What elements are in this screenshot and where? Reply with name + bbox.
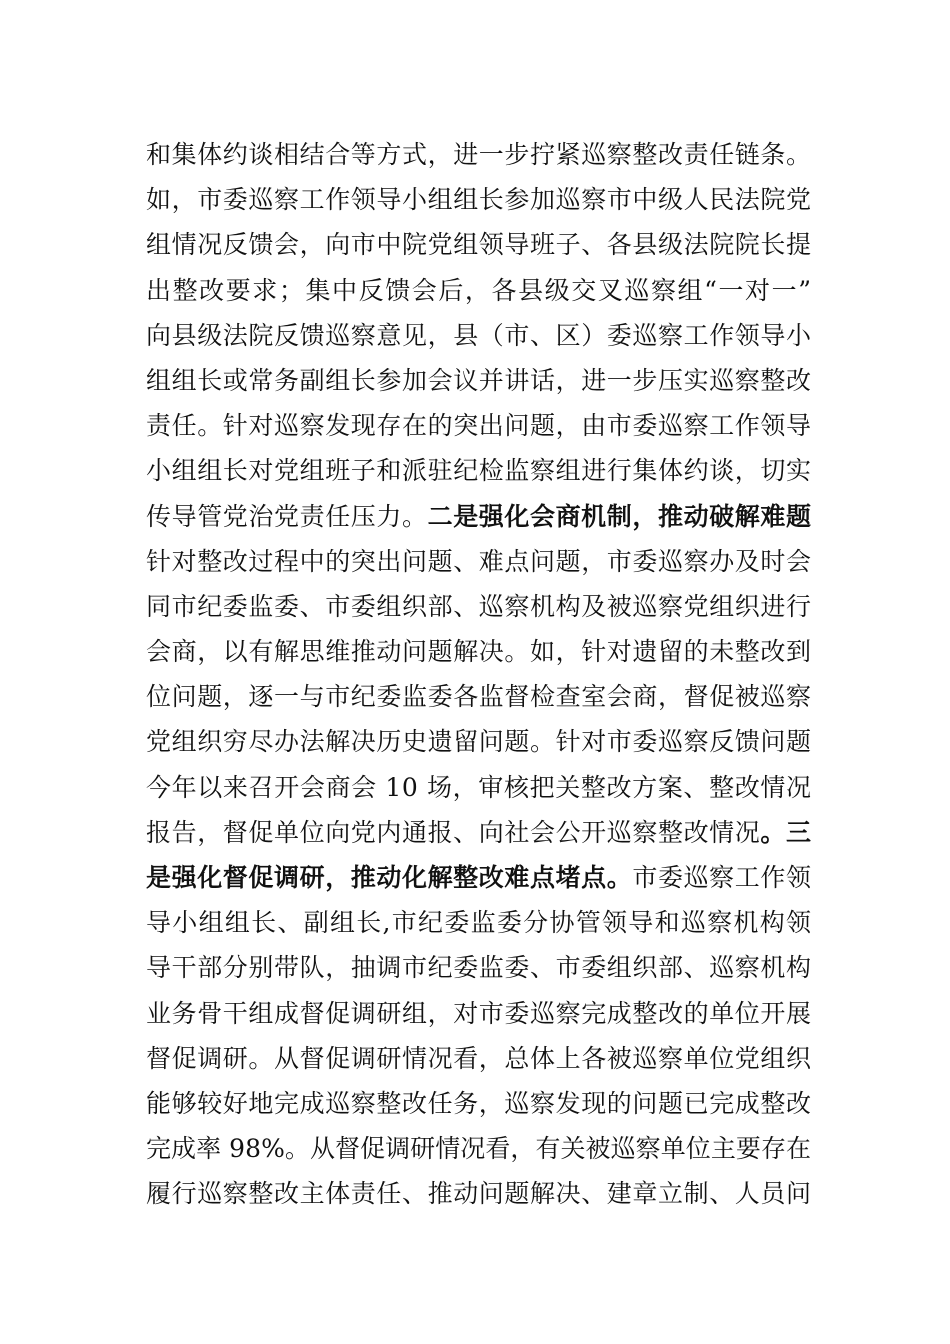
bold-text-segment: 。三 — [760, 817, 812, 847]
text-line — [146, 765, 811, 810]
text-line — [146, 1036, 811, 1081]
text-line — [146, 494, 811, 539]
text-line — [146, 132, 811, 177]
text-segment: 针对整改过程中的突出问题、难点问题，市委巡察办及时会 — [146, 546, 812, 576]
text-segment: 党组织穷尽办法解决历史遗留问题。针对市委巡察反馈问题 — [146, 727, 812, 757]
text-segment: 责任。针对巡察发现存在的突出问题，由市委巡察工作领导 — [146, 411, 812, 441]
text-segment: 如，市委巡察工作领导小组组长参加巡察市中级人民法院党 — [146, 185, 812, 215]
text-line — [146, 584, 811, 629]
text-line — [146, 674, 811, 719]
text-line — [146, 1126, 811, 1171]
text-line — [146, 1081, 811, 1126]
text-segment: 组情况反馈会，向市中院党组领导班子、各县级法院院长提 — [146, 230, 812, 260]
text-line — [146, 448, 811, 493]
body-paragraph — [146, 132, 811, 1217]
text-segment: 导小组组长、副组长,市纪委监委分协管领导和巡察机构领 — [146, 908, 813, 938]
bold-text-segment: 是强化督促调研，推动化解整改难点堵点。 — [146, 863, 633, 892]
text-segment: 组组长或常务副组长参加会议并讲话，进一步压实巡察整改 — [146, 365, 812, 395]
text-segment: 业务骨干组成督促调研组，对市委巡察完成整改的单位开展 — [146, 998, 812, 1028]
text-segment: 市委巡察工作领 — [632, 863, 812, 892]
text-segment: 履行巡察整改主体责任、推动问题解决、建章立制、人员问 — [146, 1179, 812, 1209]
text-line — [146, 991, 811, 1036]
text-segment: 报告，督促单位向党内通报、向社会公开巡察整改情况 — [146, 817, 761, 847]
text-segment: 督促调研。从督促调研情况看，总体上各被巡察单位党组织 — [146, 1043, 812, 1073]
text-line — [146, 855, 811, 900]
text-line — [146, 177, 811, 222]
text-line — [146, 403, 811, 448]
text-line — [146, 719, 811, 764]
text-line — [146, 222, 811, 267]
text-line — [146, 810, 811, 855]
text-segment: 能够较好地完成巡察整改任务，巡察发现的问题已完成整改 — [146, 1088, 812, 1118]
text-line — [146, 900, 811, 945]
text-line — [146, 629, 811, 674]
text-line — [146, 1171, 811, 1216]
text-line — [146, 358, 811, 403]
text-segment: 会商，以有解思维推动问题解决。如，针对遗留的未整改到 — [146, 637, 812, 667]
text-line — [146, 945, 811, 990]
text-segment: 出整改要求；集中反馈会后，各县级交叉巡察组“一对一” — [146, 275, 813, 305]
text-line — [146, 539, 811, 584]
text-segment: 导干部分别带队，抽调市纪委监委、市委组织部、巡察机构 — [146, 953, 812, 983]
text-segment: 同市纪委监委、市委组织部、巡察机构及被巡察党组织进行 — [146, 591, 812, 621]
text-segment: 小组组长对党组班子和派驻纪检监察组进行集体约谈，切实 — [146, 456, 812, 486]
text-segment: 今年以来召开会商会 10 场，审核把关整改方案、整改情况 — [146, 772, 812, 802]
text-segment: 完成率 98%。从督促调研情况看，有关被巡察单位主要存在 — [146, 1134, 812, 1164]
text-segment: 向县级法院反馈巡察意见，县（市、区）委巡察工作领导小 — [146, 320, 812, 350]
bold-text-segment: 二是强化会商机制，推动破解难题 — [427, 501, 812, 531]
text-segment: 传导管党治党责任压力。 — [146, 501, 428, 531]
text-segment: 和集体约谈相结合等方式，进一步拧紧巡察整改责任链条。 — [146, 140, 812, 169]
text-line — [146, 313, 811, 358]
text-line — [146, 268, 811, 313]
text-segment: 位问题，逐一与市纪委监委各监督检查室会商，督促被巡察 — [146, 682, 812, 712]
